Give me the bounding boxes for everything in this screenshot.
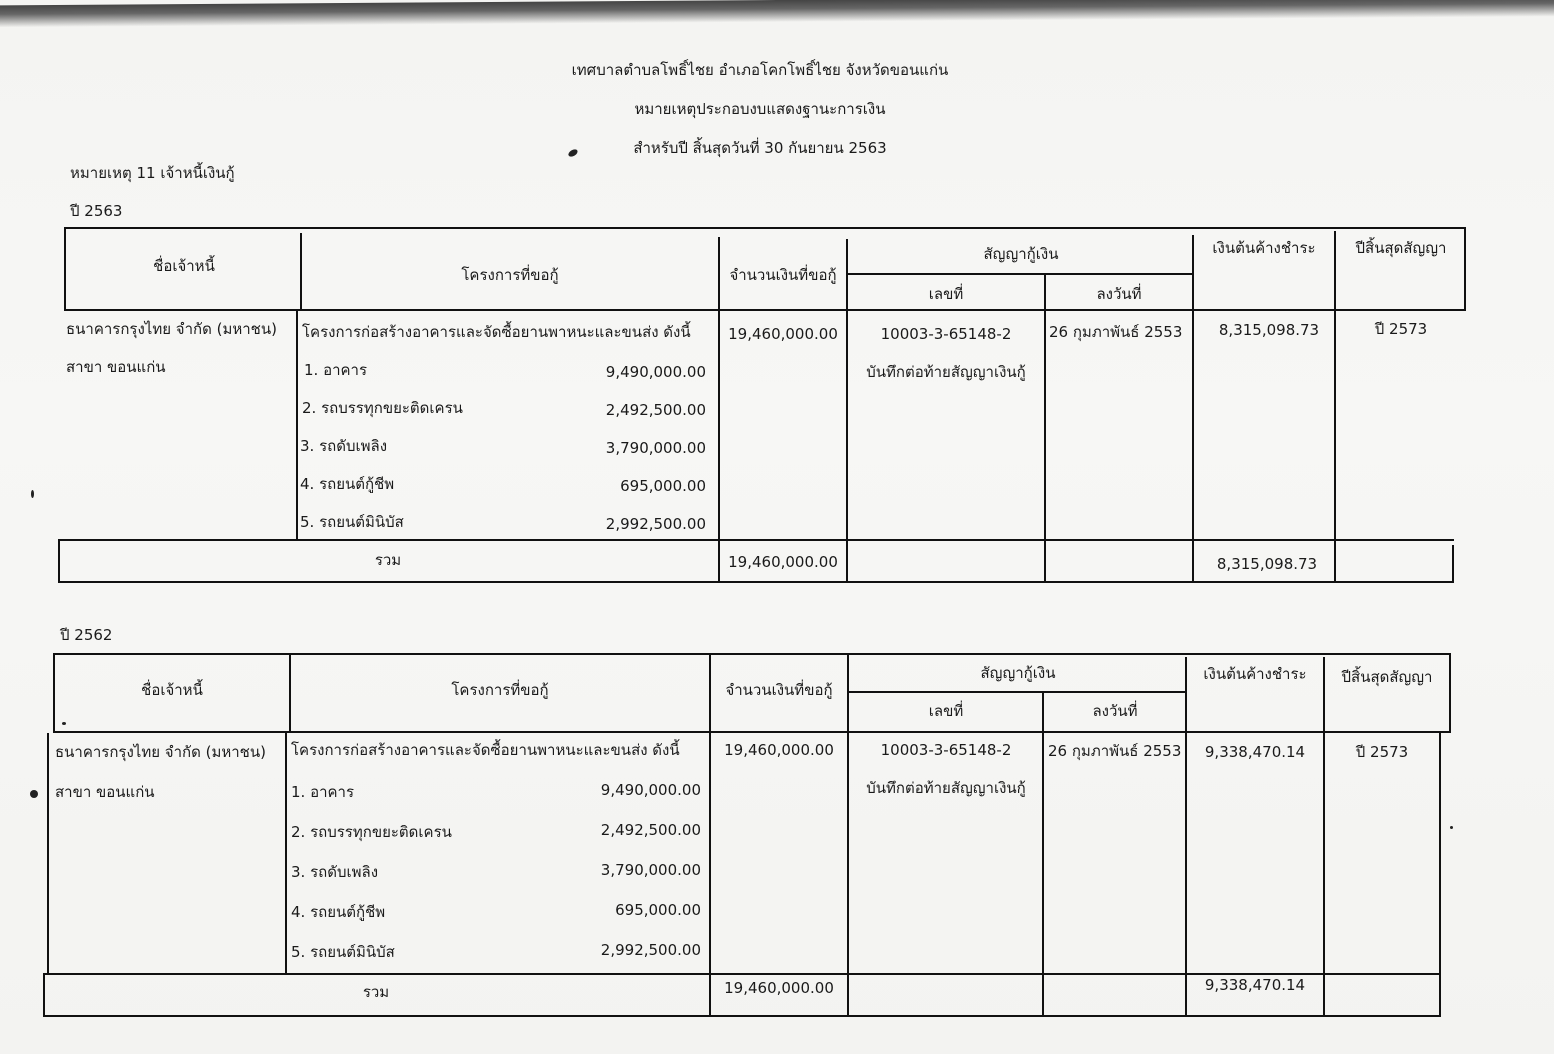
scan-speck: [30, 790, 38, 798]
project-item-name: 2. รถบรรทุกขยะติดเครน: [291, 823, 452, 841]
project-item-value: 2,492,500.00: [600, 821, 701, 839]
project-item-value: 2,492,500.00: [605, 401, 706, 419]
col-amount: จำนวนเงินที่ขอกู้: [725, 681, 833, 699]
total-amount: 19,460,000.00: [724, 979, 834, 997]
total-amount: 19,460,000.00: [728, 553, 838, 571]
project-item-name: 4. รถยนต์กู้ชีพ: [291, 903, 386, 921]
col-contract: สัญญากู้เงิน: [983, 245, 1059, 263]
creditor-branch: สาขา ขอนแก่น: [66, 358, 166, 376]
col-project: โครงการที่ขอกู้: [451, 681, 549, 699]
project-item-value: 3,790,000.00: [605, 439, 706, 457]
project-item-name: 2. รถบรรทุกขยะติดเครน: [302, 399, 463, 417]
project-item-name: 1. อาคาร: [291, 783, 355, 801]
project-item-name: 3. รถดับเพลิง: [300, 437, 388, 455]
scan-speck: [62, 722, 66, 725]
outstanding-principal: 9,338,470.14: [1204, 743, 1306, 761]
col-contract-date: ลงวันที่: [1092, 702, 1138, 720]
col-end-year: ปีสิ้นสุดสัญญา: [1355, 239, 1447, 257]
col-creditor: ชื่อเจ้าหนี้: [141, 681, 203, 699]
col-contract-no: เลขที่: [928, 702, 964, 720]
contract-note: บันทึกต่อท้ายสัญญาเงินกู้: [866, 779, 1026, 797]
scan-edge-shadow: [0, 0, 1554, 27]
col-outstanding: เงินต้นค้างชำระ: [1212, 239, 1316, 257]
col-contract: สัญญากู้เงิน: [980, 664, 1056, 682]
contract-end-year: ปี 2573: [1374, 320, 1428, 338]
statement-title: หมายเหตุประกอบงบแสดงฐานะการเงิน: [634, 100, 886, 118]
project-item-name: 5. รถยนต์มินิบัส: [300, 513, 404, 531]
project-item-value: 695,000.00: [620, 477, 706, 495]
project-item-value: 9,490,000.00: [605, 363, 706, 381]
total-label: รวม: [374, 551, 402, 569]
contract-date: 26 กุมภาพันธ์ 2553: [1049, 323, 1183, 341]
year-label-2563: ปี 2563: [70, 202, 123, 220]
project-item-value: 2,992,500.00: [605, 515, 706, 533]
year-label-2562: ปี 2562: [60, 626, 113, 644]
project-title: โครงการก่อสร้างอาคารและจัดซื้อยานพาหนะและขนส่ง ดังนี้: [302, 323, 691, 341]
project-item-value: 695,000.00: [615, 901, 701, 919]
col-project: โครงการที่ขอกู้: [461, 266, 559, 284]
scan-speck: [31, 490, 34, 498]
contract-number: 10003-3-65148-2: [880, 741, 1012, 759]
project-item-value: 3,790,000.00: [600, 861, 701, 879]
total-label: รวม: [362, 983, 390, 1001]
loan-amount: 19,460,000.00: [724, 741, 834, 759]
col-outstanding: เงินต้นค้างชำระ: [1203, 665, 1307, 683]
col-creditor: ชื่อเจ้าหนี้: [153, 257, 215, 275]
col-end-year: ปีสิ้นสุดสัญญา: [1341, 668, 1433, 686]
total-outstanding: 9,338,470.14: [1204, 976, 1306, 994]
col-amount: จำนวนเงินที่ขอกู้: [729, 266, 837, 284]
project-item-value: 2,992,500.00: [600, 941, 701, 959]
contract-date: 26 กุมภาพันธ์ 2553: [1048, 742, 1182, 760]
loan-amount: 19,460,000.00: [728, 325, 838, 343]
contract-note: บันทึกต่อท้ายสัญญาเงินกู้: [866, 363, 1026, 381]
project-item-name: 5. รถยนต์มินิบัส: [291, 943, 395, 961]
loan-table-2563: [58, 227, 1468, 583]
contract-end-year: ปี 2573: [1355, 743, 1409, 761]
contract-number: 10003-3-65148-2: [880, 325, 1012, 343]
note-title: หมายเหตุ 11 เจ้าหนี้เงินกู้: [70, 164, 235, 182]
project-item-value: 9,490,000.00: [600, 781, 701, 799]
project-item-name: 3. รถดับเพลิง: [291, 863, 379, 881]
creditor-name: ธนาคารกรุงไทย จำกัด (มหาชน): [66, 320, 277, 338]
org-line: เทศบาลตำบลโพธิ์ไชย อำเภอโคกโพธิ์ไชย จังหวัดขอนแก่น: [571, 61, 949, 79]
period-line: สำหรับปี สิ้นสุดวันที่ 30 กันยายน 2563: [633, 139, 887, 157]
project-item-name: 1. อาคาร: [304, 361, 368, 379]
outstanding-principal: 8,315,098.73: [1218, 321, 1320, 339]
creditor-branch: สาขา ขอนแก่น: [55, 783, 155, 801]
col-contract-no: เลขที่: [928, 285, 964, 303]
col-contract-date: ลงวันที่: [1096, 285, 1142, 303]
total-outstanding: 8,315,098.73: [1216, 555, 1318, 573]
loan-table-2562: [43, 653, 1453, 1019]
creditor-name: ธนาคารกรุงไทย จำกัด (มหาชน): [55, 743, 266, 761]
project-title: โครงการก่อสร้างอาคารและจัดซื้อยานพาหนะและขนส่ง ดังนี้: [291, 741, 680, 759]
project-item-name: 4. รถยนต์กู้ชีพ: [300, 475, 395, 493]
scan-speck: [1450, 826, 1453, 829]
